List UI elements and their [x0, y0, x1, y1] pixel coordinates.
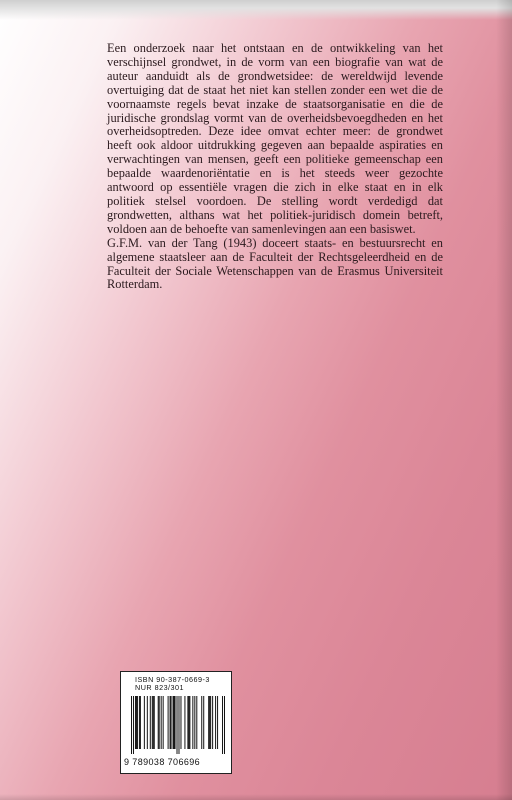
barcode-bar — [178, 696, 179, 754]
barcode-bar — [188, 696, 189, 749]
barcode-bar — [147, 696, 148, 749]
barcode-bar — [139, 696, 140, 749]
ean-digits: 9 789038 706696 — [124, 757, 201, 767]
barcode-bar — [173, 696, 174, 749]
barcode-bar — [187, 696, 188, 749]
barcode-bar — [208, 696, 209, 749]
barcode-bar — [168, 696, 169, 749]
barcode-bar — [140, 696, 141, 749]
barcode-bar — [159, 696, 160, 749]
barcode-bar — [184, 696, 185, 749]
page-edge-top — [0, 0, 512, 20]
barcode-bar — [212, 696, 213, 749]
barcode-bars — [131, 696, 225, 754]
barcode-bar — [203, 696, 204, 749]
barcode-bar — [133, 696, 134, 754]
barcode-bar — [194, 696, 195, 749]
barcode-bar — [170, 696, 171, 749]
barcode-bar — [210, 696, 211, 749]
nur-code: NUR 823/301 — [135, 683, 185, 692]
barcode-bar — [180, 696, 181, 749]
barcode-bar — [137, 696, 138, 749]
isbn-number: ISBN 90-387-0669-3 — [135, 675, 210, 684]
barcode-bar — [158, 696, 159, 749]
barcode-bar — [152, 696, 153, 749]
barcode-bar — [222, 696, 223, 754]
barcode-bar — [154, 696, 155, 749]
barcode-bar — [131, 696, 132, 754]
barcode-bar — [175, 696, 176, 749]
barcode-bar — [224, 696, 225, 754]
barcode-bar — [192, 696, 193, 749]
cover-bottom-shadow — [0, 794, 512, 800]
barcode-bar — [196, 696, 197, 749]
barcode-bar — [174, 696, 175, 749]
barcode-bar — [135, 696, 136, 749]
barcode-bar — [136, 696, 137, 749]
barcode-bar — [153, 696, 154, 749]
barcode-bar — [189, 696, 190, 749]
barcode-bar — [201, 696, 202, 749]
back-cover-blurb — [107, 42, 443, 292]
barcode-bar — [150, 696, 151, 749]
cover-edge-shadow — [496, 0, 512, 800]
barcode-bar — [209, 696, 210, 749]
barcode-bar — [217, 696, 218, 749]
barcode-label — [120, 671, 232, 774]
barcode-bar — [163, 696, 164, 749]
barcode-bar — [171, 696, 172, 749]
barcode-bar — [177, 696, 178, 754]
blurb-description: Een onderzoek naar het ontstaan en de ontwikkeling van het verschijnsel grondwet, in de vorm van een biografie van wat de auteur aanduidt als de grondwetsidee: de wereldwijd levende overtuiging dat de staat het niet kan stellen zonder een wet die de voornaamste regels bevat inzake de staatsorganisatie en die de juridische grondslag vormt van de overheidsbevoegdheden en het overheidsoptreden. Deze idee omvat echter meer: de grondwet heeft ook aldoor uitdrukking gegeven aan bepaalde aspiraties en verwachtingen van mensen, geeft een politieke gemeenschap een bepaalde waardenoriëntatie en is het steeds weer gezochte antwoord op essentiële vragen die zich in elke staat en in elk politiek stelsel voordoen. De stelling wordt verdedigd dat grondwetten, althans wat het politiek-juridisch domein betreft, voldoen aan de behoefte van samenlevingen aan een basiswet. — [107, 41, 443, 236]
barcode-bar — [161, 696, 162, 749]
author-biography: G.F.M. van der Tang (1943) doceert staats- en bestuursrecht en algemene staatsleer aan de Faculteit der Rechtsgeleerdheid en de Faculteit der Sociale Wetenschappen van de Erasmus Universiteit Rotterdam. — [107, 235, 443, 292]
barcode-bar — [215, 696, 216, 749]
barcode-bar — [144, 696, 145, 749]
